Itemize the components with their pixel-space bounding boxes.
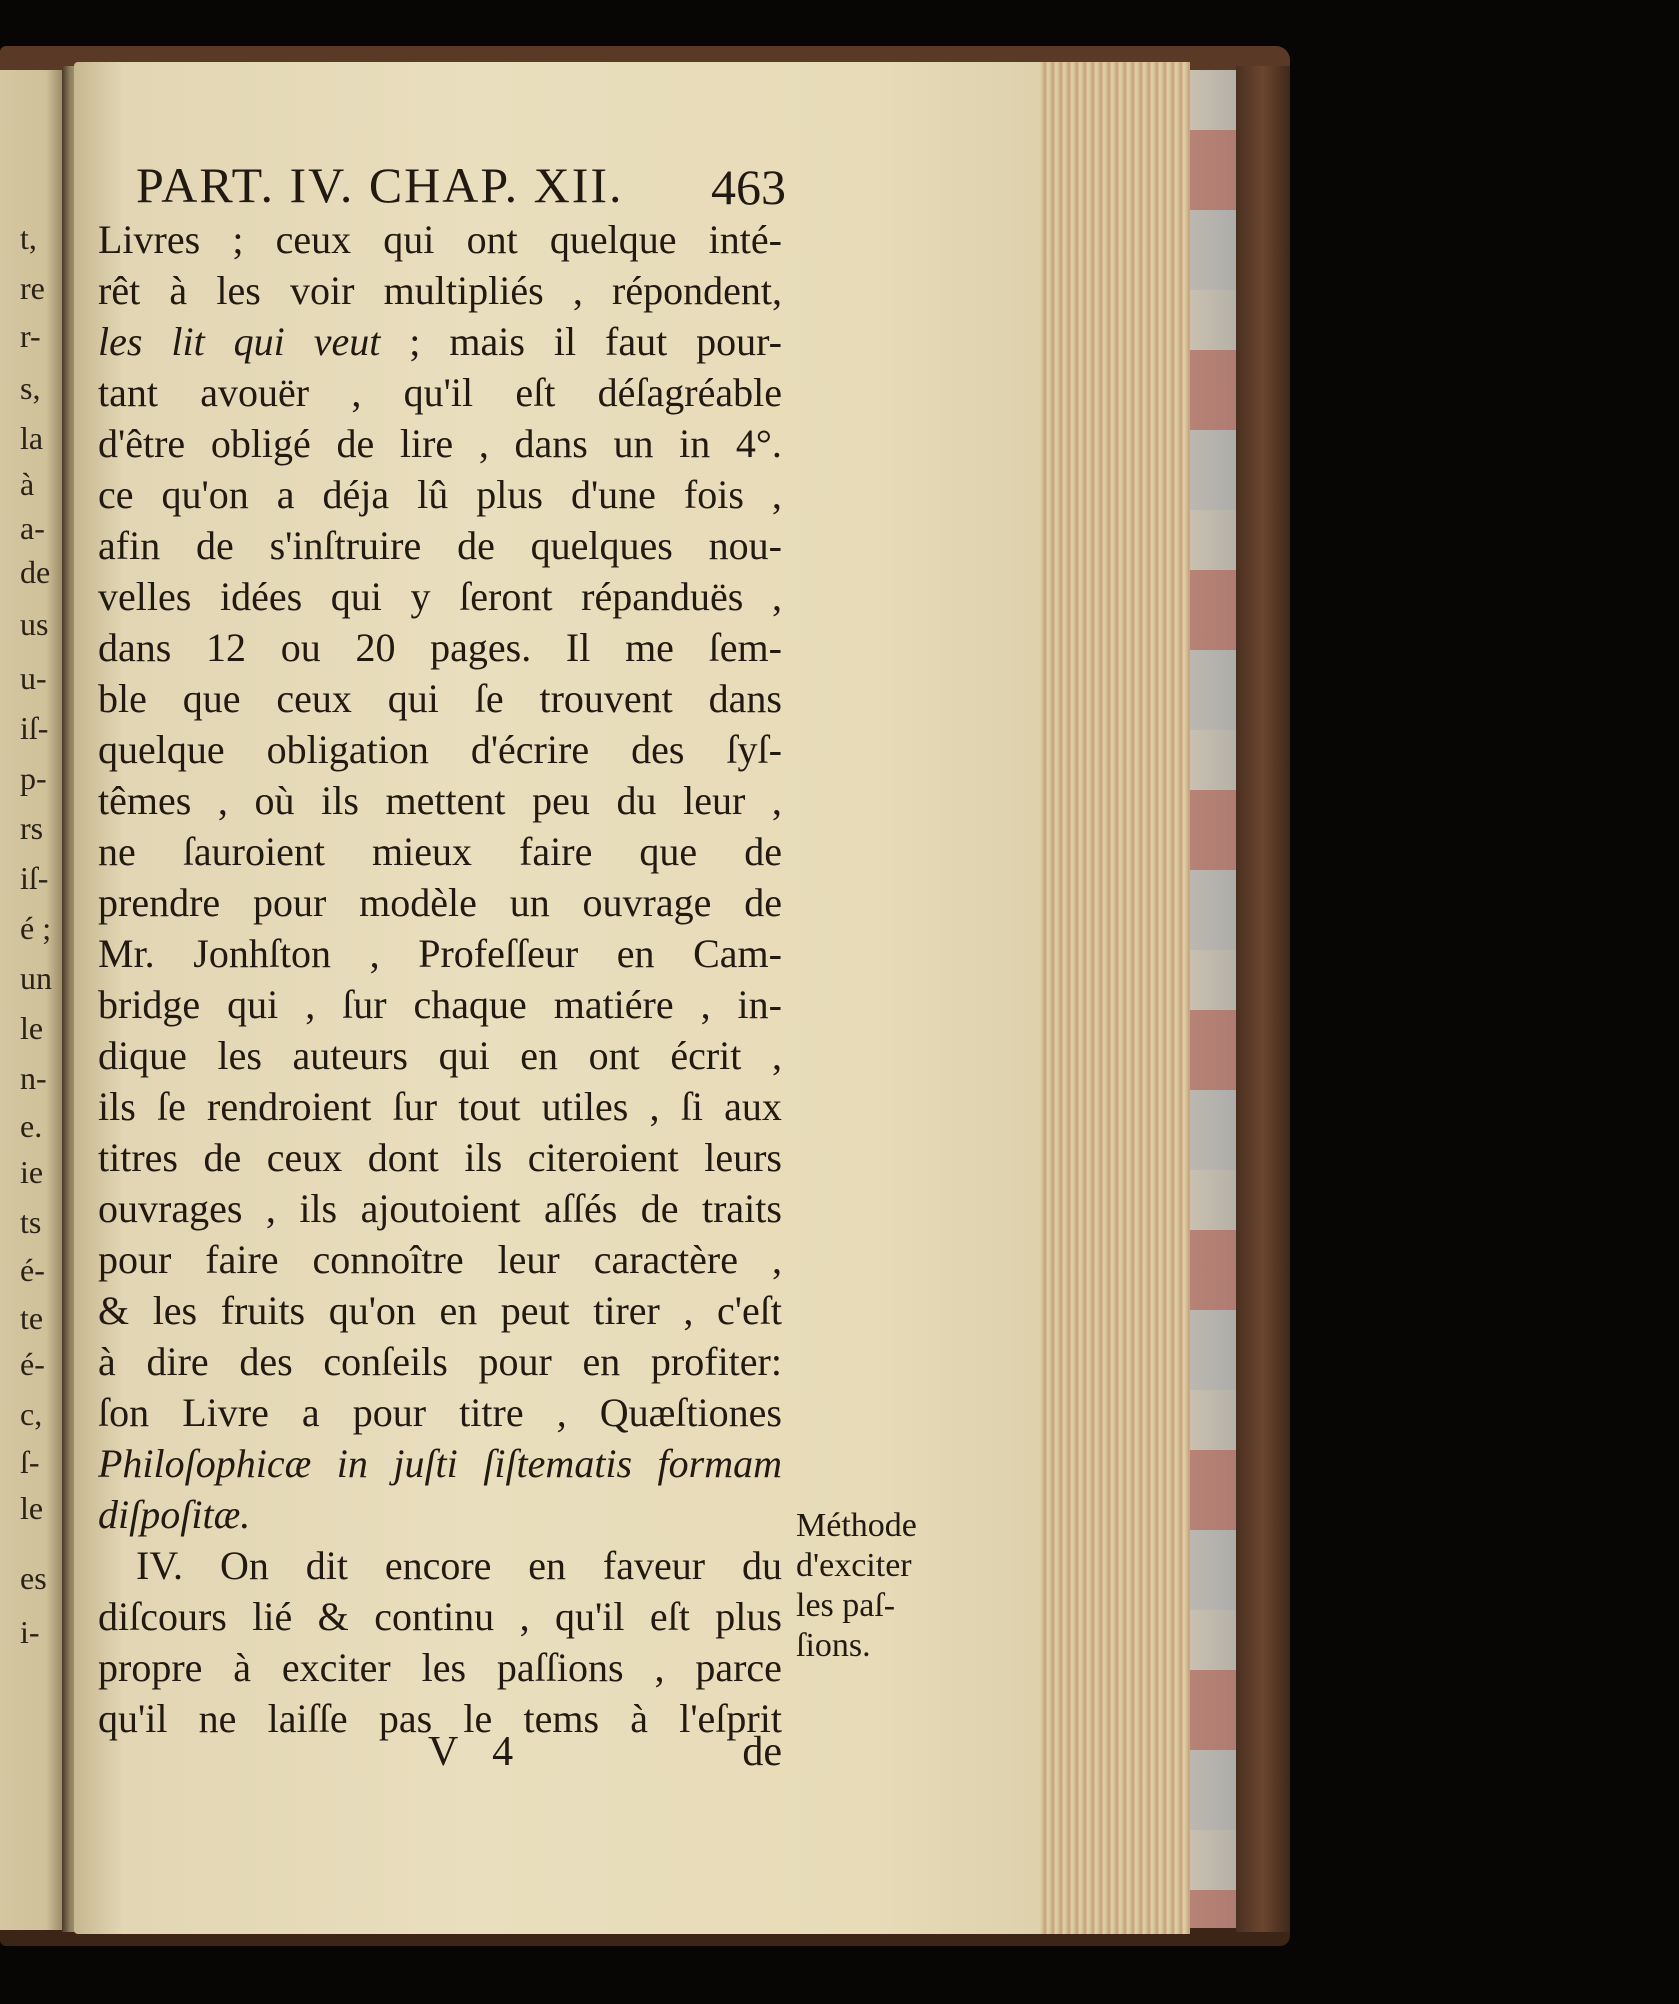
left-page-fragment: n-: [20, 1060, 47, 1096]
left-page-fragment: p-: [20, 760, 47, 796]
left-page-fragment: c,: [20, 1396, 43, 1432]
left-page-fragment: à: [20, 466, 35, 502]
left-page-fragment: é-: [20, 1252, 45, 1288]
text-line: les lit qui veut ; mais il faut pour-: [98, 319, 782, 364]
text-line: têmes , où ils mettent peu du leur ,: [98, 778, 782, 823]
text-line: bridge qui , ſur chaque matiére , in-: [98, 982, 782, 1027]
left-page-fragment: t,: [20, 220, 37, 256]
text-line: & les fruits qu'on en peut tirer , c'eſt: [98, 1288, 782, 1333]
text-line: ils ſe rendroient ſur tout utiles , ſi aux: [98, 1084, 782, 1129]
cover-edge: [1236, 66, 1290, 1932]
left-page-fragment: re: [20, 270, 45, 306]
text-line: tant avouër , qu'il eſt déſagréable: [98, 370, 782, 415]
text-line: pour faire connoître leur caractère ,: [98, 1237, 782, 1282]
text-line: afin de s'inſtruire de quelques nou-: [98, 523, 782, 568]
left-page-fragment: le: [20, 1010, 44, 1046]
page-number: 463: [711, 159, 786, 215]
left-page-fragment: es: [20, 1560, 47, 1596]
left-page-fragment: s,: [20, 370, 41, 406]
left-page-fragment: le: [20, 1490, 44, 1526]
text-line: dans 12 ou 20 pages. Il me ſem-: [98, 625, 782, 670]
text-line: quelque obligation d'écrire des ſyſ-: [98, 727, 782, 772]
margin-note-line: Méthode: [796, 1507, 917, 1544]
text-line: dique les auteurs qui en ont écrit ,: [98, 1033, 782, 1078]
page-footer: [98, 1728, 782, 1788]
signature-mark: V 4: [428, 1729, 526, 1775]
text-line: velles idées qui y ſeront répanduës ,: [98, 574, 782, 619]
left-page-fragment: rs: [20, 810, 44, 846]
text-line: diſpoſitæ.: [98, 1492, 251, 1537]
body-text: [98, 214, 782, 1744]
text-line: Mr. Jonhſton , Profeſſeur en Cam-: [98, 931, 782, 976]
left-page-edge: [0, 70, 66, 1930]
text-line: ouvrages , ils ajoutoient aſſés de traits: [98, 1186, 782, 1231]
text-line: ſon Livre a pour titre , Quæſtiones: [98, 1390, 782, 1435]
text-line: prendre pour modèle un ouvrage de: [98, 880, 782, 925]
margin-note-line: d'exciter: [796, 1547, 912, 1584]
text-line: d'être obligé de lire , dans un in 4°.: [98, 421, 782, 466]
text-line: ble que ceux qui ſe trouvent dans: [98, 676, 782, 721]
margin-note: [796, 1506, 976, 1666]
left-page-fragment: de: [20, 554, 51, 590]
text-line: diſcours lié & continu , qu'il eſt plus: [98, 1594, 782, 1639]
left-page-fragment: u-: [20, 660, 47, 696]
left-page-fragment: ts: [20, 1204, 42, 1240]
marbled-edge: [1190, 70, 1236, 1928]
left-page-fragment: iſ-: [20, 860, 49, 896]
left-page-fragment: r-: [20, 318, 41, 354]
text-line: titres de ceux dont ils citeroient leurs: [98, 1135, 782, 1180]
text-line: IV. On dit encore en faveur du: [136, 1543, 782, 1588]
text-line: propre à exciter les paſſions , parce: [98, 1645, 782, 1690]
left-page-fragment: a-: [20, 510, 45, 546]
page-fore-edge: [1040, 62, 1190, 1934]
left-page-fragment: ſ-: [20, 1444, 40, 1480]
margin-note-line: les paſ-: [796, 1587, 896, 1624]
text-line: à dire des conſeils pour en profiter:: [98, 1339, 782, 1384]
left-page-fragment: e.: [20, 1108, 43, 1144]
running-head: PART. IV. CHAP. XII.: [136, 157, 624, 213]
text-line: qu'il ne laiſſe pas le tems à l'eſprit: [98, 1696, 782, 1741]
left-page-fragment: un: [20, 960, 52, 996]
text-line: Livres ; ceux qui ont quelque inté-: [98, 217, 782, 262]
left-page-fragment: la: [20, 420, 44, 456]
left-page-fragment: i-: [20, 1614, 40, 1650]
text-line: Philoſophicæ in juſti ſiſtematis formam: [98, 1441, 782, 1486]
left-page-fragment: é ;: [20, 910, 52, 946]
left-page-fragment: ie: [20, 1154, 44, 1190]
text-line: rêt à les voir multipliés , répondent,: [98, 268, 782, 313]
left-page-fragment: us: [20, 606, 49, 642]
catchword: de: [742, 1729, 782, 1775]
left-page-fragment: iſ-: [20, 710, 49, 746]
left-page-fragment: te: [20, 1300, 44, 1336]
text-line: ce qu'on a déja lû plus d'une fois ,: [98, 472, 782, 517]
left-page-fragment: é-: [20, 1346, 45, 1382]
text-line: ne ſauroient mieux faire que de: [98, 829, 782, 874]
left-page-fragments: [20, 70, 66, 1930]
margin-note-line: ſions.: [796, 1627, 871, 1664]
